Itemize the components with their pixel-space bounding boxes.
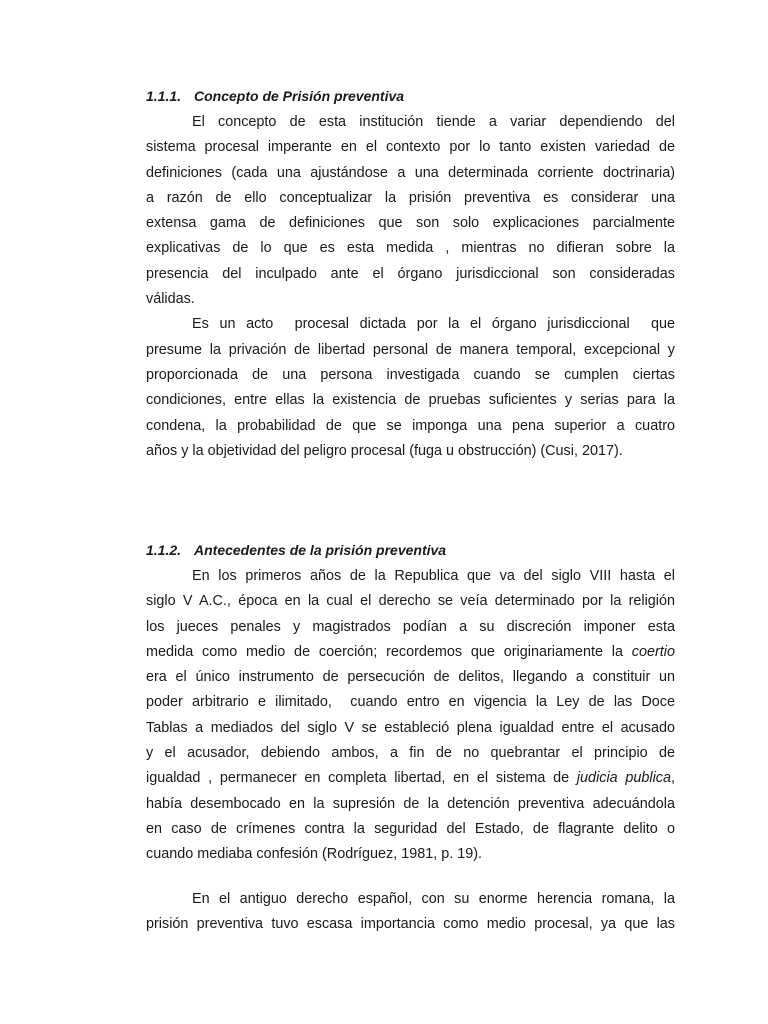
- paragraph-line: sistema procesal imperante en el contexto por lo tanto existen variedad de: [146, 139, 675, 156]
- paragraph-line: cuando mediaba confesión (Rodríguez, 1981, p. 19).: [146, 846, 483, 863]
- section-title: Concepto de Prisión preventiva: [194, 88, 405, 104]
- section-heading: [146, 541, 675, 559]
- paragraph-line: había desembocado en la supresión de la detención preventiva adecuándola: [146, 795, 675, 812]
- paragraph-line: igualdad , permanecer en completa libertad, en el sistema de judicia publica,: [146, 770, 675, 787]
- paragraph-line: presencia del inculpado ante el órgano jurisdiccional son consideradas: [146, 265, 675, 282]
- paragraph-line: presume la privación de libertad personal de manera temporal, excepcional y: [146, 341, 675, 358]
- paragraph-line: Tablas a mediados del siglo V se estableció plena igualdad entre el acusado: [146, 719, 675, 736]
- italic-term: judicia publica: [576, 770, 671, 787]
- paragraph: [146, 312, 675, 464]
- paragraph-line: era el único instrumento de persecución de delitos, llegando a constituir un: [146, 669, 675, 686]
- paragraph-line: condena, la probabilidad de que se imponga una pena superior a cuatro: [146, 417, 675, 434]
- paragraph-line: prisión preventiva tuvo escasa importancia como medio procesal, ya que las: [146, 916, 675, 933]
- paragraph-line: El concepto de esta institución tiende a variar dependiendo del: [192, 114, 675, 130]
- paragraph-line: medida como medio de coerción; recordemos que originariamente la coertio: [146, 643, 675, 660]
- section-antecedentes-continued: [146, 887, 675, 938]
- paragraph: [146, 887, 675, 938]
- section-title: Antecedentes de la prisión preventiva: [194, 542, 447, 558]
- paragraph-line: válidas.: [146, 291, 195, 308]
- paragraph-line: en caso de crímenes contra la seguridad del Estado, de flagrante delito o: [146, 820, 675, 837]
- section-heading: [146, 87, 675, 105]
- paragraph-line: y el acusador, debiendo ambos, a fin de no quebrantar el principio de: [146, 745, 675, 762]
- paragraph-line: a razón de ello conceptualizar la prisión preventiva es considerar una: [146, 189, 675, 206]
- paragraph-line: Es un acto procesal dictada por la el órgano jurisdiccional que: [192, 316, 675, 333]
- section-number: 1.1.2.: [146, 542, 182, 558]
- section-concepto: [146, 87, 675, 464]
- paragraph-line: los jueces penales y magistrados podían a su discreción imponer esta: [146, 618, 675, 635]
- paragraph-line: En los primeros años de la Republica que va del siglo VIII hasta el: [192, 568, 675, 584]
- paragraph-line: condiciones, entre ellas la existencia de pruebas suficientes y serias para la: [146, 392, 675, 409]
- paragraph-line: En el antiguo derecho español, con su enorme herencia romana, la: [192, 891, 675, 907]
- paragraph: [146, 110, 675, 312]
- paragraph-line: explicativas de lo que es esta medida , mientras no difieran sobre la: [146, 240, 675, 257]
- section-number: 1.1.1.: [146, 88, 182, 104]
- italic-term: coertio: [631, 643, 675, 660]
- paragraph-line: años y la objetividad del peligro procesal (fuga u obstrucción) (Cusi, 2017).: [146, 442, 623, 459]
- paragraph-line: extensa gama de definiciones que son solo explicaciones parcialmente: [146, 215, 675, 232]
- paragraph-line: proporcionada de una persona investigada cuando se cumplen ciertas: [146, 366, 675, 383]
- paragraph-line: siglo V A.C., época en la cual el derecho se veía determinado por la religión: [146, 593, 675, 610]
- paragraph: [146, 564, 675, 868]
- paragraph-line: poder arbitrario e ilimitado, cuando entro en vigencia la Ley de las Doce: [146, 694, 675, 711]
- paragraph-line: definiciones (cada una ajustándose a una determinada corriente doctrinaria): [146, 164, 675, 181]
- section-antecedentes: [146, 541, 675, 868]
